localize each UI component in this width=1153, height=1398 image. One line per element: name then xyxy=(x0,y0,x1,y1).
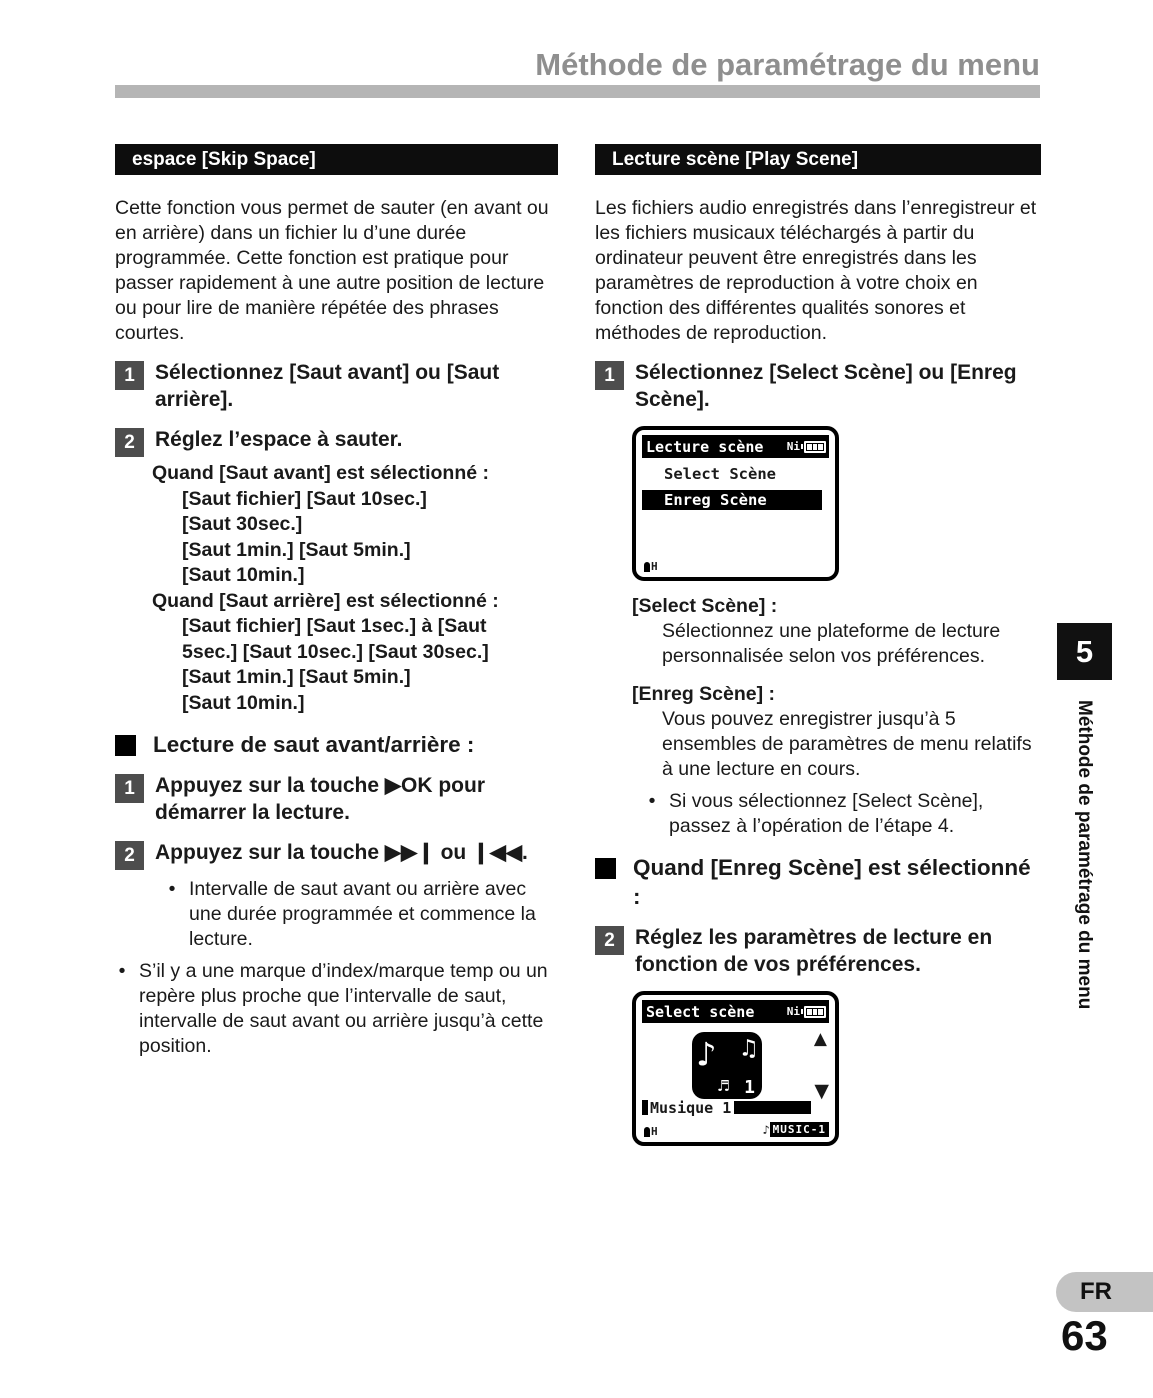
music-note-icon: ♪ xyxy=(696,1035,717,1075)
step-1-left xyxy=(115,359,558,413)
note-bullet-outer xyxy=(117,959,558,1059)
skip-option-line: [Saut 10min.] xyxy=(182,691,305,714)
play-scene-intro: Les fichiers audio enregistrés dans l’enregistreur et les fichiers musicaux téléchargés à partir du ordinateur peuvent être enregistrés dans les paramètres de reproduction à votre choix en fonction des différentes qualités sonores et méthodes de reproduction. xyxy=(595,197,1037,344)
battery-indicator xyxy=(787,440,826,453)
mic-icon xyxy=(644,562,650,572)
step-number-badge: 1 xyxy=(595,361,624,390)
note-bullet-inner xyxy=(167,877,558,952)
battery-nub-icon xyxy=(801,444,803,449)
scene-icon-number: 1 xyxy=(744,1077,755,1098)
battery-label: Ni xyxy=(786,440,800,453)
select-scene-label: [Select Scène] : xyxy=(632,595,778,617)
step-2-right xyxy=(595,924,1041,978)
skip-options-list xyxy=(115,461,558,716)
skip-option-line: Quand [Saut arrière] est sélectionné : xyxy=(152,589,499,612)
lcd-menu-item-select-scene: Select Scène xyxy=(664,465,776,483)
language-badge: FR xyxy=(1056,1272,1153,1312)
step-1-playback xyxy=(115,772,558,826)
page-title: Méthode de paramétrage du menu xyxy=(535,47,1040,82)
mic-sensitivity-indicator xyxy=(644,1127,658,1137)
subheading-text: Quand [Enreg Scène] est sélectionné : xyxy=(633,855,1031,909)
square-bullet-icon xyxy=(595,858,616,879)
bullet-icon: • xyxy=(648,790,656,812)
bullet-icon: • xyxy=(118,960,126,982)
lcd-screen-select-scene xyxy=(632,991,839,1146)
bullet-icon: • xyxy=(168,878,176,900)
step-number-badge: 2 xyxy=(115,841,144,870)
lcd-screen-menu xyxy=(632,426,839,581)
subheading-enreg-scene xyxy=(595,853,1041,911)
subheading-text: Lecture de saut avant/arrière : xyxy=(153,732,475,757)
scroll-down-icon: ▼ xyxy=(814,1080,829,1102)
step-text: Appuyez sur la touche ▶OK pour démarrer la lecture. xyxy=(155,774,486,824)
note-text: S’il y a une marque d’index/marque temp ou un repère plus proche que l’intervalle de saut, intervalle de saut avant ou arrière jusqu’à cette position. xyxy=(139,960,548,1057)
note-text: Si vous sélectionnez [Select Scène], passez à l’opération de l’étape 4. xyxy=(669,790,984,837)
step-1-right xyxy=(595,359,1041,413)
section-header-skip-space: espace [Skip Space] xyxy=(115,144,558,175)
lcd-title: Select scène xyxy=(646,1002,755,1021)
music-note-icon: ♬ xyxy=(718,1076,729,1097)
skip-space-intro: Cette fonction vous permet de sauter (en avant ou en arrière) dans un fichier lu d’une durée programmée. Cette fonction est pratique pour passer rapidement à une autre position de lecture ou pour lire de manière répétée des phrases courtes. xyxy=(115,197,549,344)
lcd-titlebar xyxy=(642,1000,829,1023)
skip-option-line: Quand [Saut avant] est sélectionné : xyxy=(152,462,489,484)
enreg-scene-desc: Vous pouvez enregistrer jusqu’à 5 ensembles de paramètres de menu relatifs à une lecture en cours. xyxy=(662,708,1032,780)
skip-option-line: [Saut 30sec.] xyxy=(182,513,303,535)
skip-option-line: [Saut 1min.] [Saut 5min.] xyxy=(182,538,411,561)
lcd-titlebar xyxy=(642,435,829,458)
music-badge-label: MUSIC-1 xyxy=(770,1122,829,1137)
section-header-play-scene: Lecture scène [Play Scene] xyxy=(595,144,1041,175)
mic-sensitivity-indicator xyxy=(644,562,658,572)
right-column xyxy=(595,144,1041,1146)
scene-name-row xyxy=(642,1099,811,1116)
note-bullet-select-scene xyxy=(647,789,1041,839)
lcd-menu-item-enreg-scene-selected: Enreg Scène xyxy=(642,490,822,510)
note-text: Intervalle de saut avant ou arrière avec une durée programmée et commence la lecture. xyxy=(189,878,536,950)
note-icon: ♪ xyxy=(762,1122,770,1137)
mic-icon xyxy=(644,1127,650,1137)
battery-icon xyxy=(804,441,826,453)
scene-name: Musique 1 xyxy=(650,1098,732,1117)
scene-icon-music xyxy=(692,1032,762,1099)
mic-level: H xyxy=(651,1125,658,1138)
step-text: Réglez l’espace à sauter. xyxy=(155,428,403,451)
step-number-badge: 2 xyxy=(115,428,144,457)
step-2-playback xyxy=(115,839,558,870)
step-number-badge: 1 xyxy=(115,774,144,803)
battery-indicator xyxy=(787,1005,826,1018)
step-text: Sélectionnez [Select Scène] ou [Enreg Scène]. xyxy=(635,361,1017,411)
subheading-skip-playback xyxy=(115,730,558,759)
step-text: Sélectionnez [Saut avant] ou [Saut arrière]. xyxy=(155,361,500,411)
cursor-tick-icon xyxy=(642,1100,648,1115)
battery-label: Ni xyxy=(786,1005,800,1018)
step-number-badge: 2 xyxy=(595,926,624,955)
title-rule xyxy=(115,85,1040,98)
skip-option-line: [Saut 1min.] [Saut 5min.] xyxy=(182,666,411,688)
page-number: 63 xyxy=(1061,1312,1108,1359)
battery-nub-icon xyxy=(801,1009,803,1014)
step-number-badge: 1 xyxy=(115,361,144,390)
square-bullet-icon xyxy=(115,735,136,756)
music-mode-badge xyxy=(762,1122,829,1137)
mic-level: H xyxy=(651,560,658,573)
skip-option-line: [Saut fichier] [Saut 10sec.] xyxy=(182,487,427,510)
step-text: Appuyez sur la touche ▶▶❙ ou ❙◀◀. xyxy=(155,841,528,864)
skip-option-line: [Saut fichier] [Saut 1sec.] à [Saut xyxy=(182,615,487,637)
battery-icon xyxy=(804,1006,826,1018)
select-scene-desc: Sélectionnez une plateforme de lecture personnalisée selon vos préférences. xyxy=(662,620,1001,667)
scene-name-fill-bar xyxy=(734,1101,811,1114)
skip-option-line: [Saut 10min.] xyxy=(182,564,305,586)
enreg-scene-label: [Enreg Scène] : xyxy=(632,683,776,705)
skip-option-line: 5sec.] [Saut 10sec.] [Saut 30sec.] xyxy=(182,640,489,663)
step-text: Réglez les paramètres de lecture en fonction de vos préférences. xyxy=(635,926,993,976)
left-column xyxy=(115,144,558,1059)
step-2-left xyxy=(115,426,558,457)
chapter-tab: 5 xyxy=(1057,623,1112,680)
scroll-up-icon: ▲ xyxy=(813,1029,827,1049)
lcd-title: Lecture scène xyxy=(646,437,764,456)
music-notes-icon: ♫ xyxy=(741,1034,756,1062)
chapter-vertical-label: Méthode de paramétrage du menu xyxy=(1074,700,1095,1010)
